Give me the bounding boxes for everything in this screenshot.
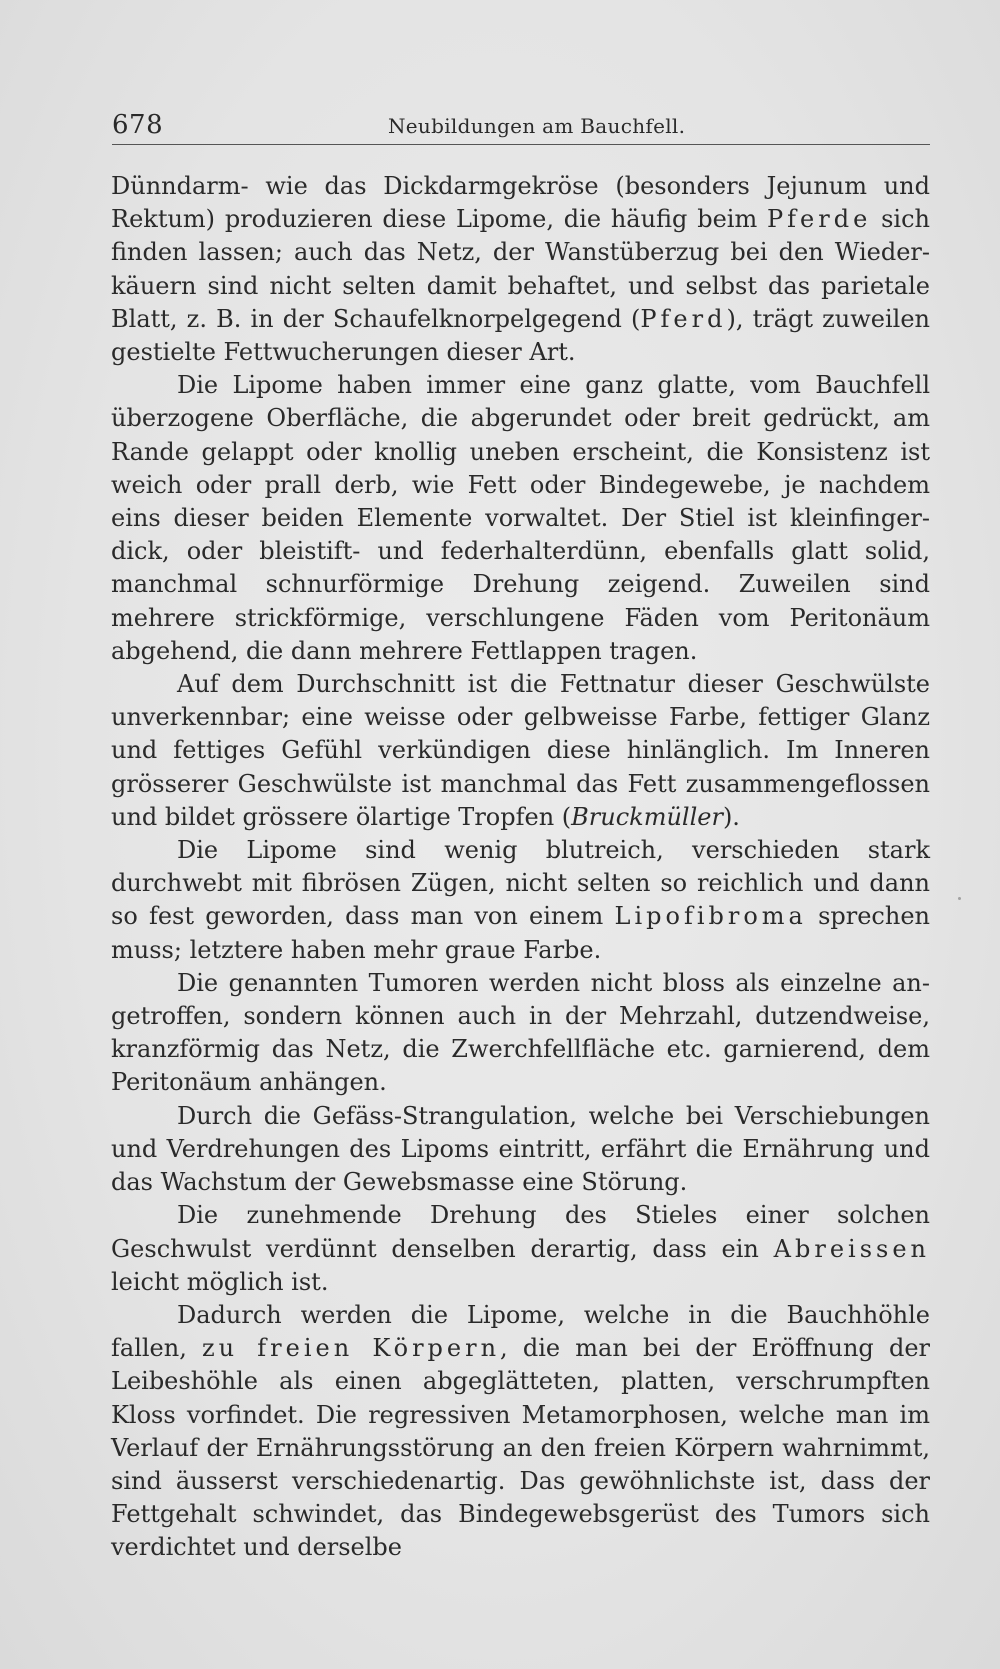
text-run: sich finden lassen; auch das Netz, der Wanstüberzug bei den Wiederkäuern sind nicht selten damit behaftet, und selbst das parietale Blatt, z. B. in der Schaufelknorpelgegend ( — [111, 205, 930, 333]
page-header — [112, 108, 930, 145]
paragraph — [111, 170, 930, 369]
spaced-emphasis: zu freien Körpern — [202, 1334, 501, 1363]
spaced-emphasis: Abreissen — [773, 1234, 930, 1263]
spaced-emphasis: Lipofibroma — [614, 902, 807, 931]
text-run: Dadurch werden die Lipome, welche in die Bauchhöhle fallen, — [111, 1300, 930, 1363]
text-run: Dünndarm- wie das Dickdarmgekröse (besonders Jejunum und Rektum) produzieren diese Lipome, die häufig beim — [111, 172, 930, 234]
text-run: Die zunehmende Drehung des Stieles einer solchen Geschwulst verdünnt denselben derartig, dass ein — [111, 1201, 930, 1263]
paragraph — [111, 834, 930, 967]
text-run: Die Lipome haben immer eine ganz glatte, vom Bauchfell überzogene Oberfläche, die abgerundet oder breit gedrückt, am Rande gelappt oder knollig uneben erscheint, die Konsistenz ist weich oder prall derb, wie Fett oder Bindegewebe, je nachdem eins dieser beiden Elemente vorwaltet. Der Stiel ist kleinfingerdick, oder bleistift- und federhalterdünn, ebenfalls glatt solid, manchmal schnurförmige Drehung zeigend. Zuweilen sind mehrere strickförmige, verschlungene Fäden vom Peritonäum abgehend, die dann mehrere Fettlappen tragen. — [111, 371, 930, 665]
paragraph — [111, 1100, 930, 1200]
paragraph — [111, 1199, 930, 1299]
paragraph — [111, 967, 930, 1100]
text-run: ), trägt zuweilen gestielte Fettwucherungen dieser Art. — [111, 304, 930, 367]
text-run: Die genannten Tumoren werden nicht bloss als einzelne angetroffen, sondern können auch in der Mehrzahl, dutzendweise, kranzförmig das Netz, die Zwerchfellfläche etc. garnierend, dem Peritonäum anhängen. — [111, 968, 930, 1097]
page-number: 678 — [112, 110, 164, 140]
text-run: Durch die Gefäss-Strangulation, welche bei Verschiebungen und Verdrehungen des Lipoms eintritt, erfährt die Ernährung und das Wachstum der Gewebsmasse eine Störung. — [111, 1101, 930, 1197]
spaced-emphasis: Pferde — [767, 205, 872, 234]
body-text — [111, 170, 930, 1565]
paragraph — [111, 369, 930, 668]
paragraph — [111, 668, 930, 834]
paper-speck — [958, 897, 961, 900]
text-run: ). — [722, 802, 740, 831]
paragraph — [111, 1299, 930, 1565]
italic-citation: Bruckmüller — [571, 802, 723, 831]
running-head: Neubildungen am Bauchfell. — [388, 114, 686, 138]
text-run: Auf dem Durchschnitt ist die Fettnatur dieser Geschwülste unverkennbar; eine weisse oder gelbweisse Farbe, fettiger Glanz und fettiges Gefühl verkündigen diese hinlänglich. Im Inneren grösserer Geschwülste ist manchmal das Fett zusammengeflossen und bildet grössere ölartige Tropfen ( — [111, 670, 930, 831]
spaced-emphasis: Pferd — [640, 304, 727, 333]
text-run: Die Lipome sind wenig blutreich, verschieden stark durchwebt mit fibrösen Zügen, nicht selten so reichlich und dann so fest geworden, dass man von einem — [111, 836, 930, 931]
text-run: sprechen muss; letztere haben mehr graue Farbe. — [111, 902, 930, 964]
text-run: leicht möglich ist. — [111, 1267, 329, 1296]
text-run: , die man bei der Eröffnung der Leibeshöhle als einen abgeglätteten, platten, verschrumpften Kloss vorfindet. Die regressiven Metamorphosen, welche man im Verlauf der Ernährungsstörung an den freien Körpern wahrnimmt, sind äusserst verschiedenartig. Das gewöhnlichste ist, dass der Fettgehalt schwindet, das Bindegewebsgerüst des Tumors sich verdichtet und derselbe — [111, 1334, 930, 1562]
